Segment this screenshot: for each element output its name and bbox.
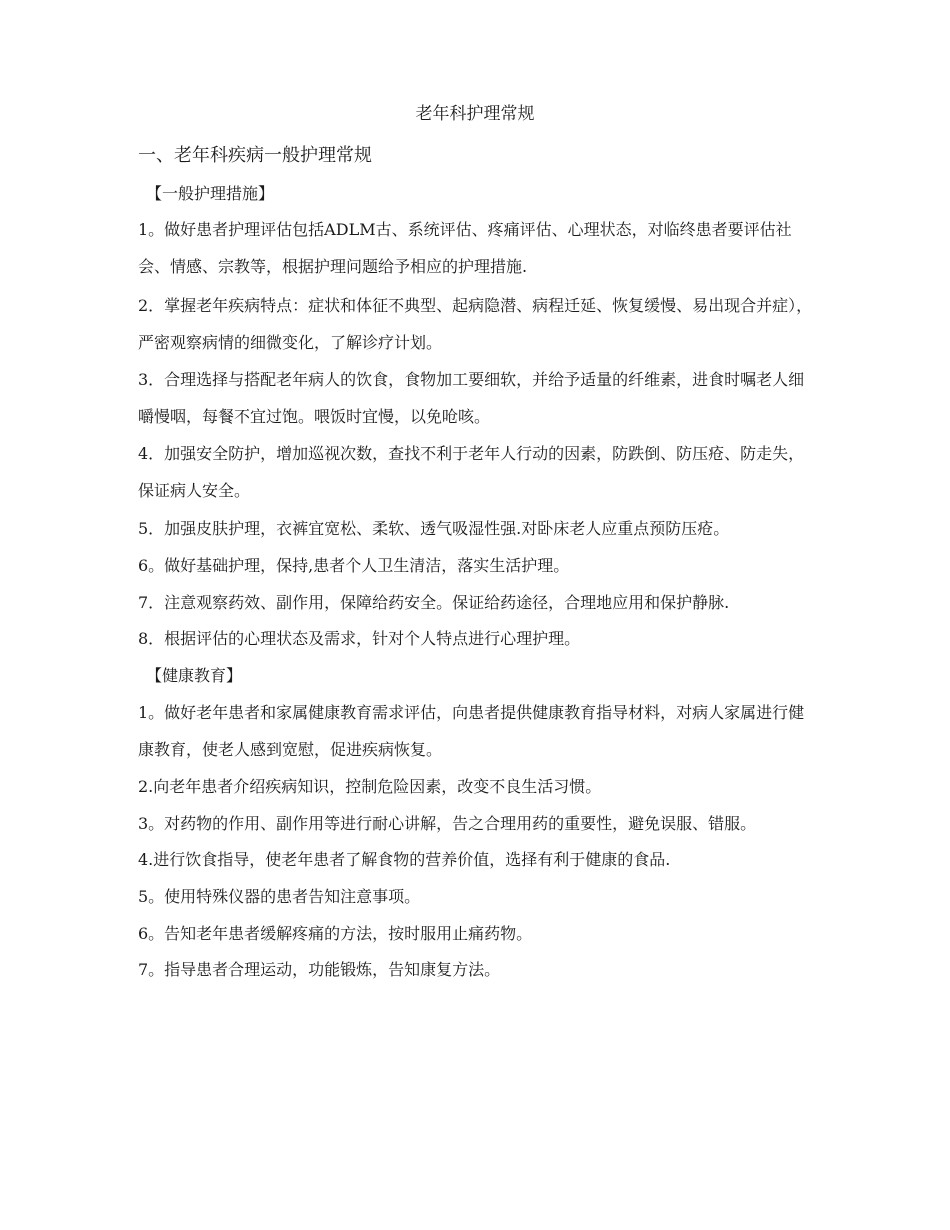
measure-item-3: 3．合理选择与搭配老年病人的饮食，食物加工要细软，并给予适量的纤维素，进食时嘱老人细嚼慢咽，每餐不宜过饱。喂饭时宜慢，以免呛咳。: [138, 370, 805, 426]
section-heading: 一、老年科疾病一般护理常规: [138, 145, 372, 166]
measure-item-1: 1。做好患者护理评估包括ADLM古、系统评估、疼痛评估、心理状态，对临终患者要评估社会、情感、宗教等，根据护理问题给予相应的护理措施.: [138, 220, 792, 276]
measure-item-2: 2．掌握老年疾病特点：症状和体征不典型、起病隐潜、病程迁延、恢复缓慢、易出现合并症），严密观察病情的细微变化，了解诊疗计划。: [138, 296, 813, 352]
measure-item-8: 8．根据评估的心理状态及需求，针对个人特点进行心理护理。: [138, 629, 581, 648]
document-title: 老年科护理常规: [415, 104, 535, 124]
measure-item-4: 4．加强安全防护，增加巡视次数，查找不利于老年人行动的因素，防跌倒、防压疮、防走失，保证病人安全。: [138, 444, 805, 500]
education-item-6: 6。告知老年患者缓解疼痛的方法，按时服用止痛药物。: [138, 924, 533, 943]
education-item-2: 2.向老年患者介绍疾病知识，控制危险因素，改变不良生活习惯。: [138, 777, 602, 796]
measure-item-7: 7．注意观察药效、副作用，保障给药安全。保证给药途径，合理地应用和保护静脉.: [138, 593, 730, 612]
education-item-4: 4.进行饮食指导，使老年患者了解食物的营养价值，选择有利于健康的食品.: [138, 850, 671, 869]
measures-heading: 【一般护理措施】: [146, 184, 275, 203]
education-item-1: 1。做好老年患者和家属健康教育需求评估，向患者提供健康教育指导材料，对病人家属进行健康教育，使老人感到宽慰，促进疾病恢复。: [138, 703, 805, 759]
education-heading: 【健康教育】: [146, 666, 243, 685]
education-item-5: 5。使用特殊仪器的患者告知注意事项。: [138, 887, 421, 906]
education-item-7: 7。指导患者合理运动，功能锻炼，告知康复方法。: [138, 960, 501, 979]
measure-item-5: 5．加强皮肤护理，衣裤宜宽松、柔软、透气吸湿性强.对卧床老人应重点预防压疮。: [138, 519, 730, 538]
education-item-3: 3。对药物的作用、副作用等进行耐心讲解，告之合理用药的重要性，避免误服、错服。: [138, 814, 757, 833]
measure-item-6: 6。做好基础护理，保持,患者个人卫生清洁，落实生活护理。: [138, 556, 570, 575]
